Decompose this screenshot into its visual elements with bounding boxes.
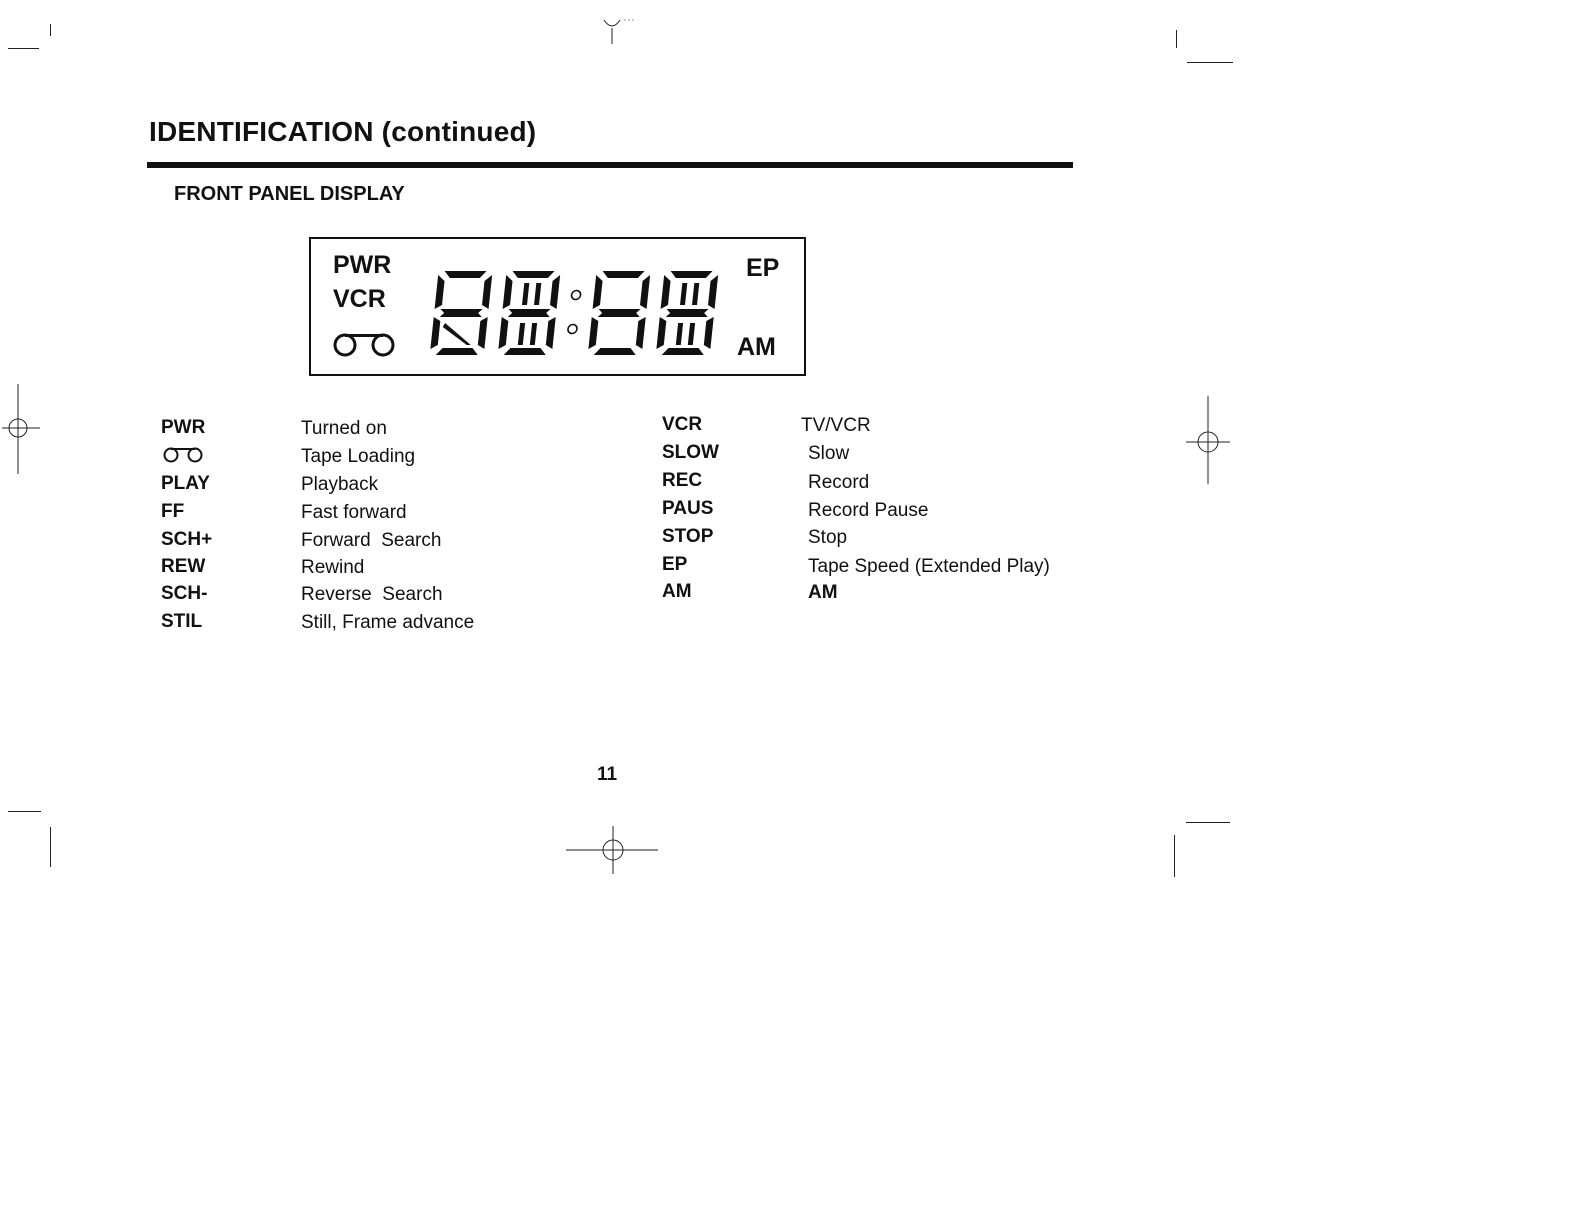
legend-description: Still, Frame advance	[301, 612, 475, 633]
crop-mark-top-left-h	[8, 48, 39, 49]
page-number: 11	[597, 764, 618, 785]
legend-code: PWR	[161, 417, 206, 438]
legend-code: SLOW	[662, 442, 719, 463]
tape-cassette-icon	[331, 333, 399, 357]
legend-code: SCH+	[161, 529, 213, 550]
legend-description: Tape Speed (Extended Play)	[808, 556, 1050, 577]
legend-code: EP	[662, 554, 688, 575]
title-underline	[147, 162, 1073, 168]
registration-mark-bottom	[566, 826, 660, 876]
tape-cassette-icon	[162, 447, 204, 463]
legend-description: Forward Search	[301, 530, 442, 551]
legend-code: AM	[662, 581, 692, 602]
lcd-digit-2	[498, 271, 561, 355]
lcd-digit-1	[430, 271, 493, 355]
crop-mark-bottom-right-h	[1186, 822, 1230, 823]
lcd-indicator-am: AM	[737, 333, 776, 361]
seven-segment-digits	[421, 267, 721, 355]
legend-code: STIL	[161, 611, 203, 632]
legend-description: Turned on	[301, 418, 387, 439]
crop-mark-top-left-v	[50, 24, 51, 36]
legend-description: Slow	[808, 443, 850, 464]
crop-mark-top-right-h	[1187, 62, 1233, 63]
legend-code: SCH-	[161, 583, 208, 604]
legend-description: Stop	[808, 527, 848, 548]
crop-mark-bottom-left-h	[8, 811, 41, 812]
legend-description: Tape Loading	[301, 446, 416, 467]
lcd-indicator-pwr: PWR	[333, 251, 392, 279]
legend-code: REC	[662, 470, 703, 491]
legend-code: REW	[161, 556, 206, 577]
legend-code: PAUS	[662, 498, 714, 519]
registration-mark-right	[1186, 396, 1232, 486]
page-title: IDENTIFICATION (continued)	[149, 116, 537, 147]
section-title: FRONT PANEL DISPLAY	[174, 183, 405, 205]
legend-code: VCR	[662, 414, 703, 435]
lcd-indicator-vcr: VCR	[333, 285, 386, 313]
lcd-digit-3	[588, 271, 651, 355]
legend-description: Rewind	[301, 557, 365, 578]
legend-code: STOP	[662, 526, 714, 547]
legend-description: Record	[808, 472, 870, 493]
legend-code: FF	[161, 501, 185, 522]
registration-mark-top	[598, 14, 638, 48]
lcd-digit-4	[656, 271, 719, 355]
legend-description: AM	[808, 582, 838, 603]
crop-mark-top-right-v	[1176, 30, 1177, 48]
legend-description: Record Pause	[808, 500, 929, 521]
legend-description: Playback	[301, 474, 379, 495]
legend-code: PLAY	[161, 473, 210, 494]
legend-description: Fast forward	[301, 502, 407, 523]
crop-mark-bottom-left-v	[50, 827, 51, 867]
registration-mark-left	[2, 384, 42, 476]
crop-mark-bottom-right-v	[1174, 835, 1175, 877]
lcd-indicator-ep: EP	[746, 254, 780, 282]
legend-description: TV/VCR	[801, 415, 871, 436]
front-panel-display	[309, 237, 806, 376]
legend-description: Reverse Search	[301, 584, 443, 605]
